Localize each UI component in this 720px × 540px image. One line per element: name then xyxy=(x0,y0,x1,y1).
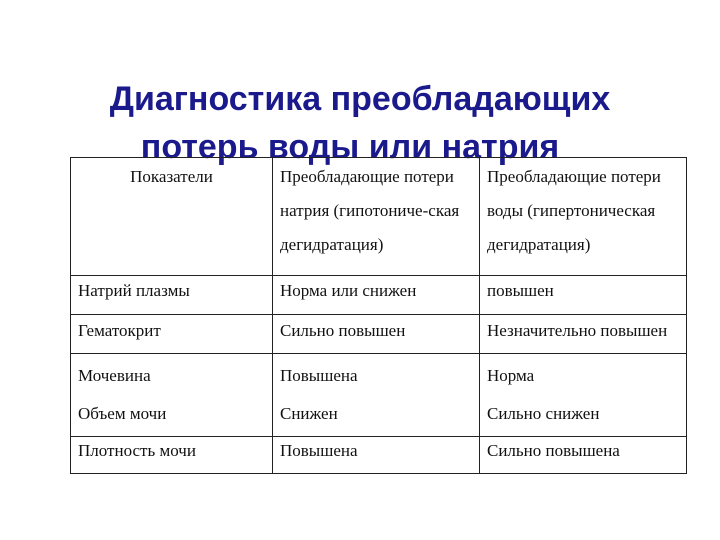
row-label-urea: Мочевина xyxy=(78,366,151,385)
cell-sodium-loss: Сильно повышен xyxy=(273,315,480,354)
row-label-hematocrit: Гематокрит xyxy=(71,315,273,354)
cell-sodium-loss: Повышена xyxy=(273,437,480,474)
row-label-urine-density: Плотность мочи xyxy=(71,437,273,474)
cell-sodium-loss: Норма или снижен xyxy=(273,276,480,315)
slide-title-line-1: Диагностика преобладающих xyxy=(109,79,611,118)
cell-value: Повышена xyxy=(280,366,358,385)
table-row xyxy=(71,276,687,315)
cell-water-loss xyxy=(480,354,687,437)
cell-water-loss: Незначительно повышен xyxy=(480,315,687,354)
slide-title-line-2: потерь воды или натрия xyxy=(140,127,560,166)
table-header-row xyxy=(71,158,687,276)
table-row xyxy=(71,354,687,437)
cell-water-loss: Сильно повышена xyxy=(480,437,687,474)
cell-value: Снижен xyxy=(280,404,338,423)
cell-water-loss: повышен xyxy=(480,276,687,315)
cell-sodium-loss xyxy=(273,354,480,437)
row-label-plasma-sodium: Натрий плазмы xyxy=(71,276,273,315)
header-indicators: Показатели xyxy=(71,158,273,276)
header-water-loss: Преобладающие потери воды (гипертоническая дегидратация) xyxy=(480,158,687,276)
comparison-table xyxy=(70,157,687,474)
header-sodium-loss: Преобладающие потери натрия (гипотониче-ская дегидратация) xyxy=(273,158,480,276)
row-label-urine-volume: Объем мочи xyxy=(78,404,167,423)
table-row xyxy=(71,437,687,474)
table-row xyxy=(71,315,687,354)
cell-value: Сильно снижен xyxy=(487,404,600,423)
cell-value: Норма xyxy=(487,366,535,385)
row-label-urea-urine-volume xyxy=(71,354,273,437)
